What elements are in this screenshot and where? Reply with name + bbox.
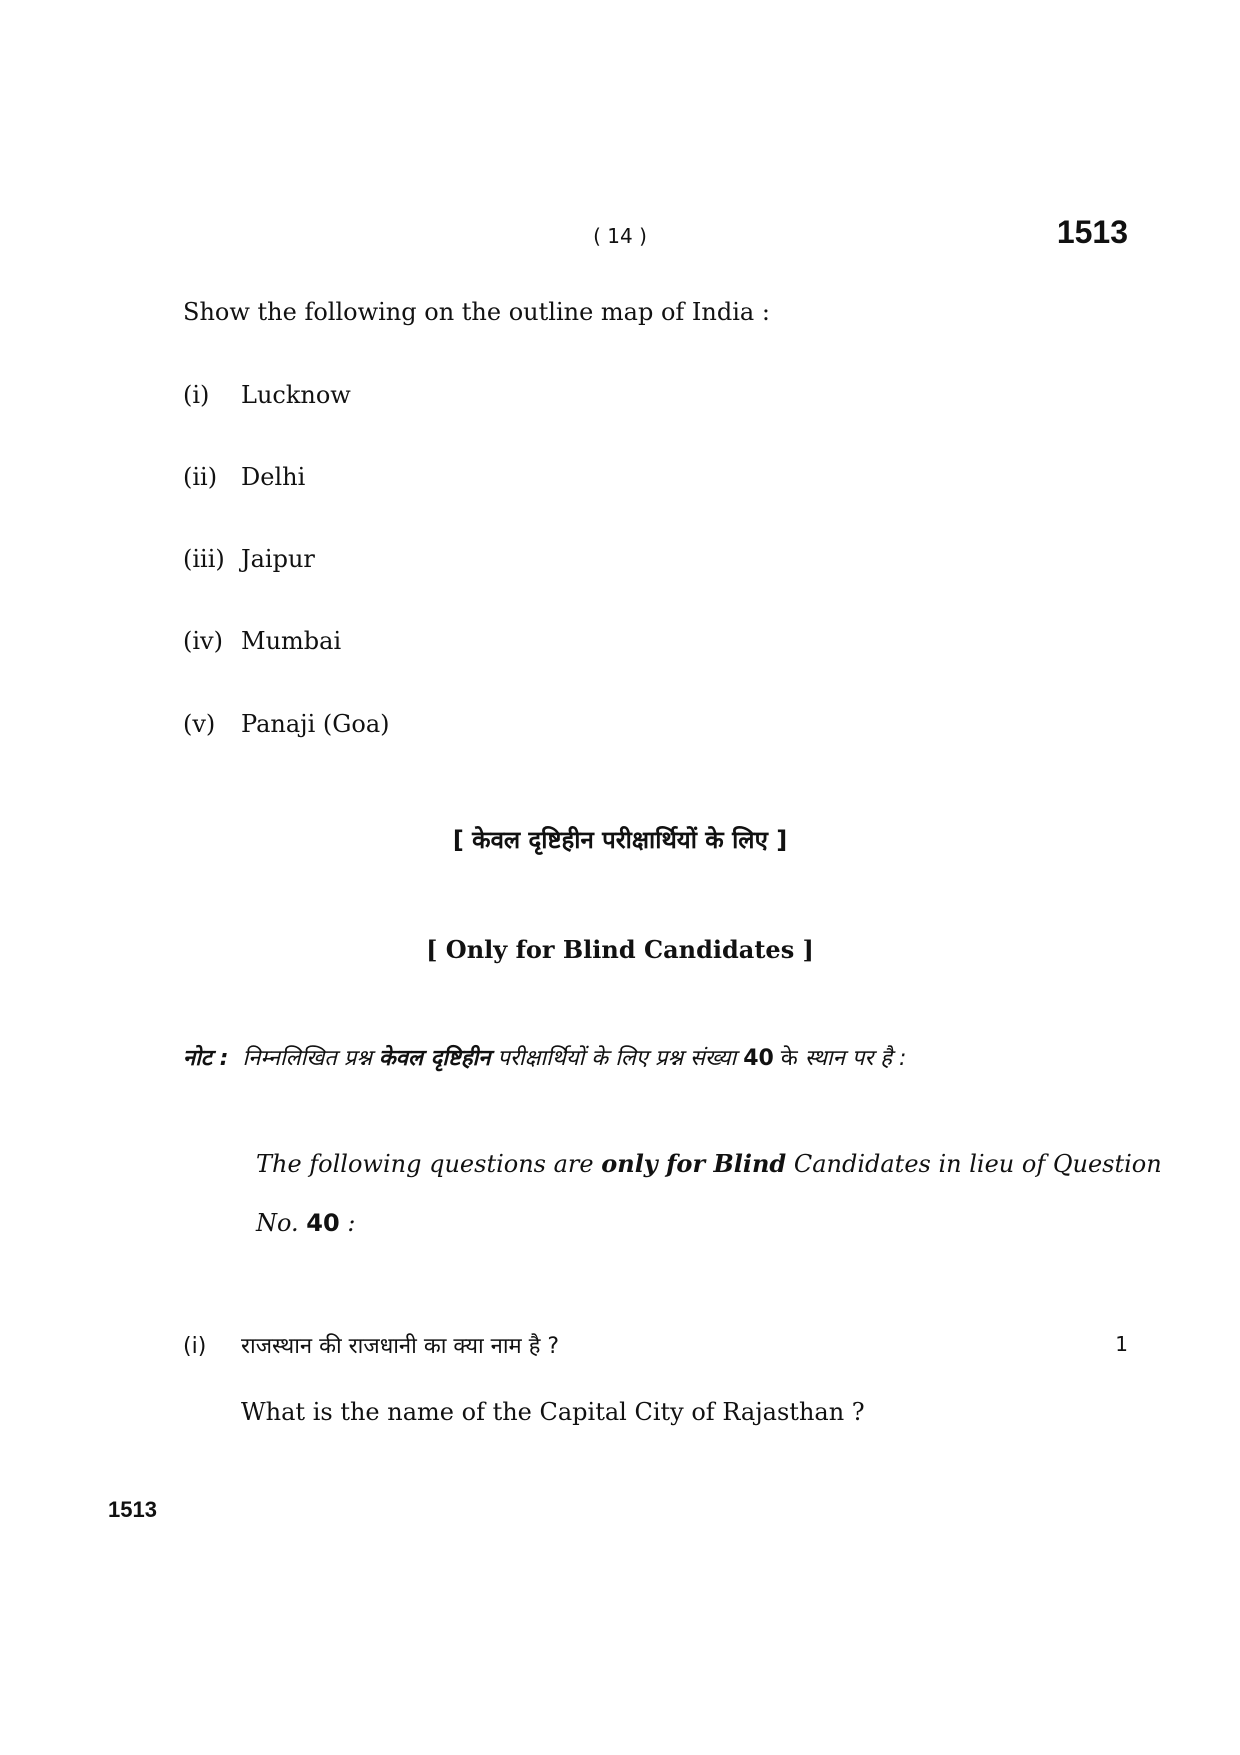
paper-code-header: 1513 [1056, 214, 1128, 250]
english-note-line-1 [256, 1149, 1162, 1178]
item-number: (iii) [183, 545, 225, 573]
english-note-emphasis: only for Blind [601, 1149, 787, 1178]
note-label: नोट : [183, 1046, 229, 1071]
hindi-note [183, 1042, 906, 1072]
note-text: निम्नलिखित प्रश्न [242, 1046, 379, 1071]
question-1-hindi [183, 1330, 559, 1360]
item-number: (i) [183, 381, 210, 409]
hindi-section-heading: [ केवल दृष्टिहीन परीक्षार्थियों के लिए ] [452, 826, 788, 854]
item-text: Mumbai [241, 627, 342, 655]
map-item-jaipur [183, 545, 315, 573]
map-instruction: Show the following on the outline map of India : [183, 298, 770, 326]
map-item-panaji [183, 710, 390, 738]
map-item-delhi [183, 463, 305, 491]
question-1-english: What is the name of the Capital City of Rajasthan ? [241, 1398, 865, 1426]
question-text: राजस्थान की राजधानी का क्या नाम है ? [241, 1334, 560, 1359]
question-number: (i) [183, 1334, 207, 1359]
paper-code-footer: 1513 [108, 1497, 157, 1522]
page-number: ( 14 ) [593, 224, 647, 248]
english-section-heading: [ Only for Blind Candidates ] [426, 935, 814, 964]
note-text: स्थान पर है : [797, 1046, 907, 1071]
item-number: (v) [183, 710, 216, 738]
item-number: (ii) [183, 463, 218, 491]
map-item-mumbai [183, 627, 341, 655]
note-emphasis: केवल दृष्टिहीन [378, 1046, 491, 1071]
item-text: Jaipur [241, 545, 315, 573]
item-number: (iv) [183, 627, 223, 655]
english-note-text: No. [256, 1209, 307, 1237]
item-text: Lucknow [241, 381, 351, 409]
item-text: Panaji (Goa) [241, 710, 390, 738]
note-question-number: 40 [743, 1046, 774, 1071]
english-note-text: Candidates in lieu of Question [786, 1150, 1162, 1178]
map-item-lucknow [183, 381, 351, 409]
english-note-question-number: 40 [306, 1209, 340, 1237]
note-text: परीक्षार्थियों के लिए प्रश्न संख्या [490, 1046, 744, 1071]
question-1-marks: 1 [1115, 1332, 1128, 1356]
item-text: Delhi [241, 463, 306, 491]
english-note-text: The following questions are [256, 1150, 602, 1178]
note-text: के [773, 1046, 798, 1071]
english-note-text: : [339, 1209, 356, 1237]
english-note-line-2 [256, 1209, 355, 1237]
